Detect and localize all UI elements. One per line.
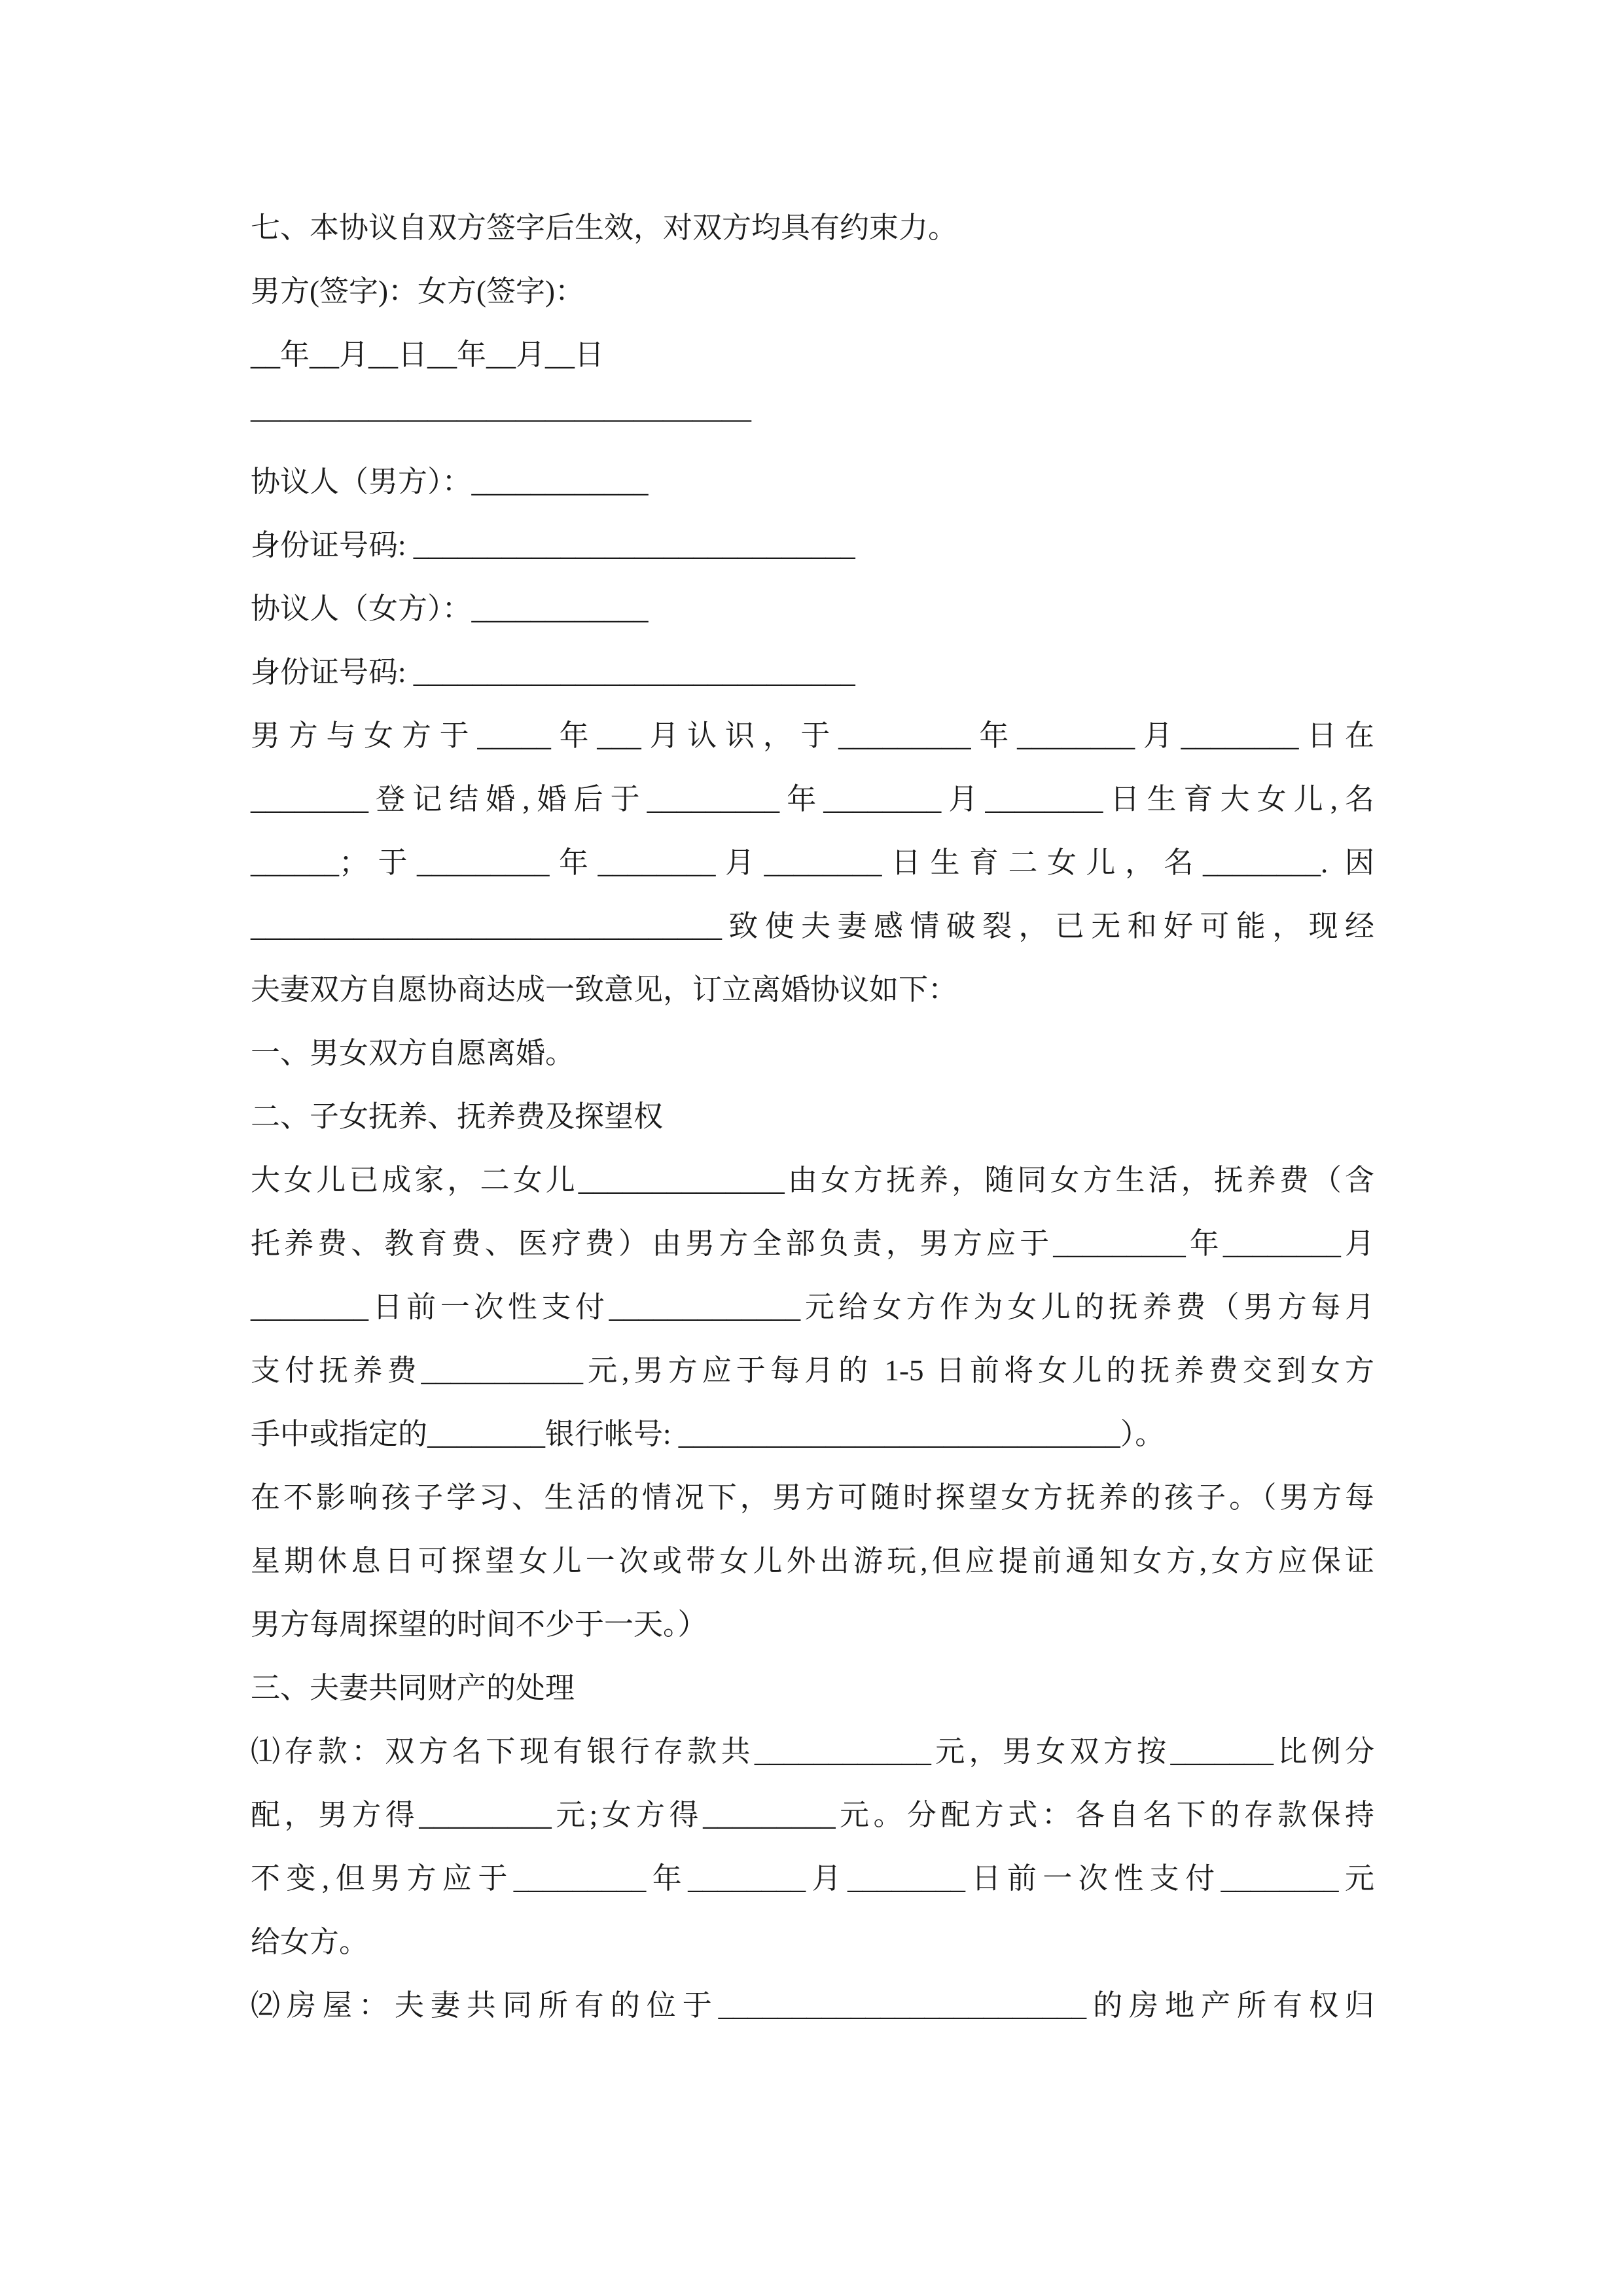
text-line-deposits-3: 不变,但男方应于_________年________月________日前一次性支付________元 <box>251 1862 1374 1895</box>
text-line-party-female: 协议人（女方）：____________ <box>251 592 649 625</box>
text-line-deposits-2: 配，男方得_________元;女方得_________元。分配方式：各自名下的存款保持 <box>251 1799 1374 1831</box>
text-line-bank-account: 手中或指定的________银行帐号: ______________________________）。 <box>251 1418 1165 1450</box>
text-line-date-blanks: __年__月__日__年__月__日 <box>251 338 605 371</box>
divider-dash-line: ————————————————— <box>251 402 751 435</box>
text-line-custody-4: 支付抚养费___________元,男方应于每月的 1-5 日前将女儿的抚养费交到女方 <box>251 1354 1374 1387</box>
text-line-meeting-history: 男方与女方于_____年___月认识，于_________年________月________日在 <box>251 719 1374 752</box>
text-line-visitation-3: 男方每周探望的时间不少于一天。） <box>251 1608 707 1641</box>
text-line-deposits-4: 给女方。 <box>251 1926 369 1958</box>
text-line-custody-3: ________日前一次性支付_____________元给女方作为女儿的抚养费（男方每月 <box>251 1291 1374 1323</box>
text-line-agreement-intro: 夫妻双方自愿协商达成一致意见，订立离婚协议如下： <box>251 973 958 1006</box>
text-line-deposits-1: ⑴存款：双方名下现有银行存款共____________元，男女双方按_______比例分 <box>251 1735 1374 1768</box>
text-line-breakdown-reason: ________________________________致使夫妻感情破裂，已无和好可能，现经 <box>251 910 1374 942</box>
text-line-signature-labels: 男方(签字)：女方(签字)： <box>251 275 584 308</box>
text-line-visitation-2: 星期休息日可探望女儿一次或带女儿外出游玩,但应提前通知女方,女方应保证 <box>251 1545 1374 1577</box>
text-line-marriage-registration: ________登记结婚,婚后于_________年________月________日生育大女儿,名 <box>251 783 1374 816</box>
text-line-id-number-male: 身份证号码: ______________________________ <box>251 529 855 562</box>
text-line-clause-two-heading: 二、子女抚养、抚养费及探望权 <box>251 1100 664 1133</box>
text-line-custody-2: 托养费、教育费、医疗费）由男方全部负责，男方应于_________年________月 <box>251 1227 1374 1260</box>
text-line-house-property: ⑵房屋：夫妻共同所有的位于_________________________的房地产所有权归 <box>251 1989 1374 2022</box>
text-line-party-male: 协议人（男方）：____________ <box>251 465 649 498</box>
text-line-clause-one: 一、男女双方自愿离婚。 <box>251 1037 575 1069</box>
text-line-id-number-female: 身份证号码: ______________________________ <box>251 656 855 689</box>
text-line-effectiveness-clause: 七、本协议自双方签字后生效，对双方均具有约束力。 <box>251 211 958 244</box>
text-line-clause-three-heading: 三、夫妻共同财产的处理 <box>251 1672 575 1704</box>
text-line-visitation-1: 在不影响孩子学习、生活的情况下，男方可随时探望女方抚养的孩子。（男方每 <box>251 1481 1374 1514</box>
text-line-second-daughter-birth: ______；于_________年________月________日生育二女儿，名________. 因 <box>251 846 1374 879</box>
text-line-custody-1: 大女儿已成家，二女儿______________由女方抚养，随同女方生活，抚养费（含 <box>251 1164 1374 1196</box>
